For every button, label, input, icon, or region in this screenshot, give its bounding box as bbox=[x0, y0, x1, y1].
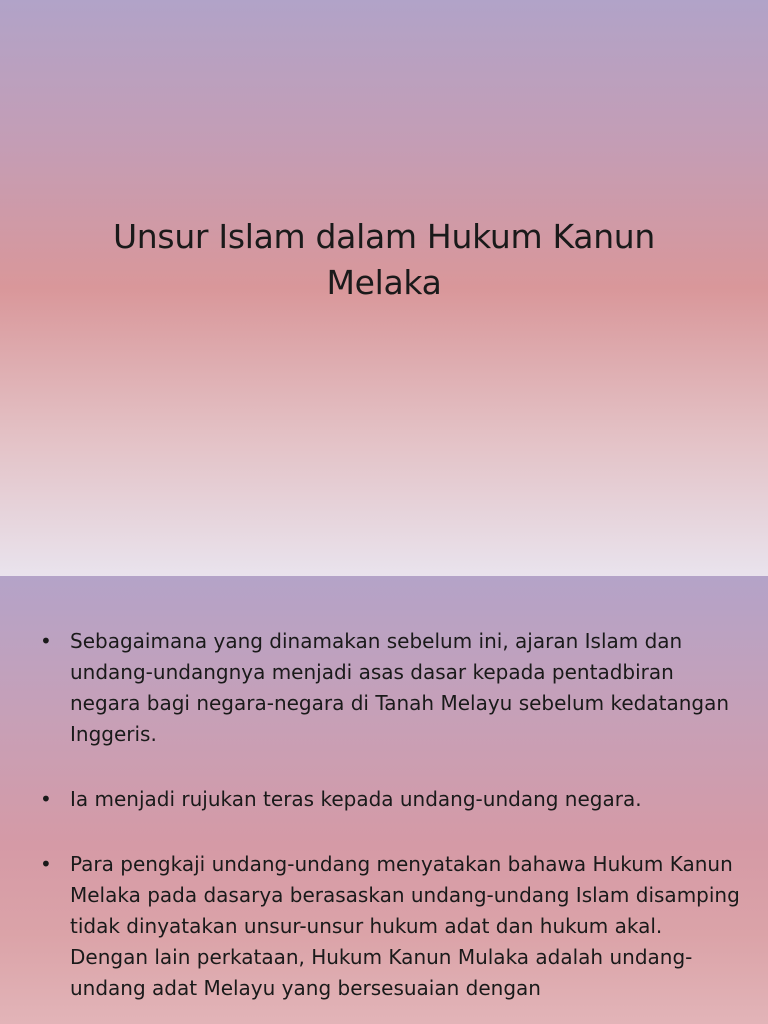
bullet-list bbox=[40, 626, 740, 1024]
bullet-text: Ia menjadi rujukan teras kepada undang-undang negara. bbox=[70, 787, 642, 811]
bullet-item bbox=[40, 849, 740, 1004]
bullet-icon: • bbox=[40, 629, 52, 653]
bullet-item bbox=[40, 784, 740, 815]
bullet-text: Sebagaimana yang dinamakan sebelum ini, ajaran Islam dan undang-undangnya menjadi asas dasar kepada pentadbiran negara bagi negara-negara di Tanah Melayu sebelum kedatangan Inggeris. bbox=[70, 629, 730, 746]
bullet-icon: • bbox=[40, 852, 52, 876]
bullet-icon: • bbox=[40, 787, 52, 811]
slide-title-heading: Unsur Islam dalam Hukum Kanun Melaka bbox=[112, 217, 656, 302]
bullet-item bbox=[40, 626, 740, 750]
bullet-text: Para pengkaji undang-undang menyatakan bahawa Hukum Kanun Melaka pada dasarya berasaskan undang-undang Islam disamping tidak dinyatakan unsur-unsur hukum adat dan hukum akal. Dengan lain perkataan, Hukum Kanun Mulaka adalah undang-undang adat Melayu yang bersesuaian dengan bbox=[70, 852, 740, 1000]
slide-content bbox=[0, 576, 768, 1024]
